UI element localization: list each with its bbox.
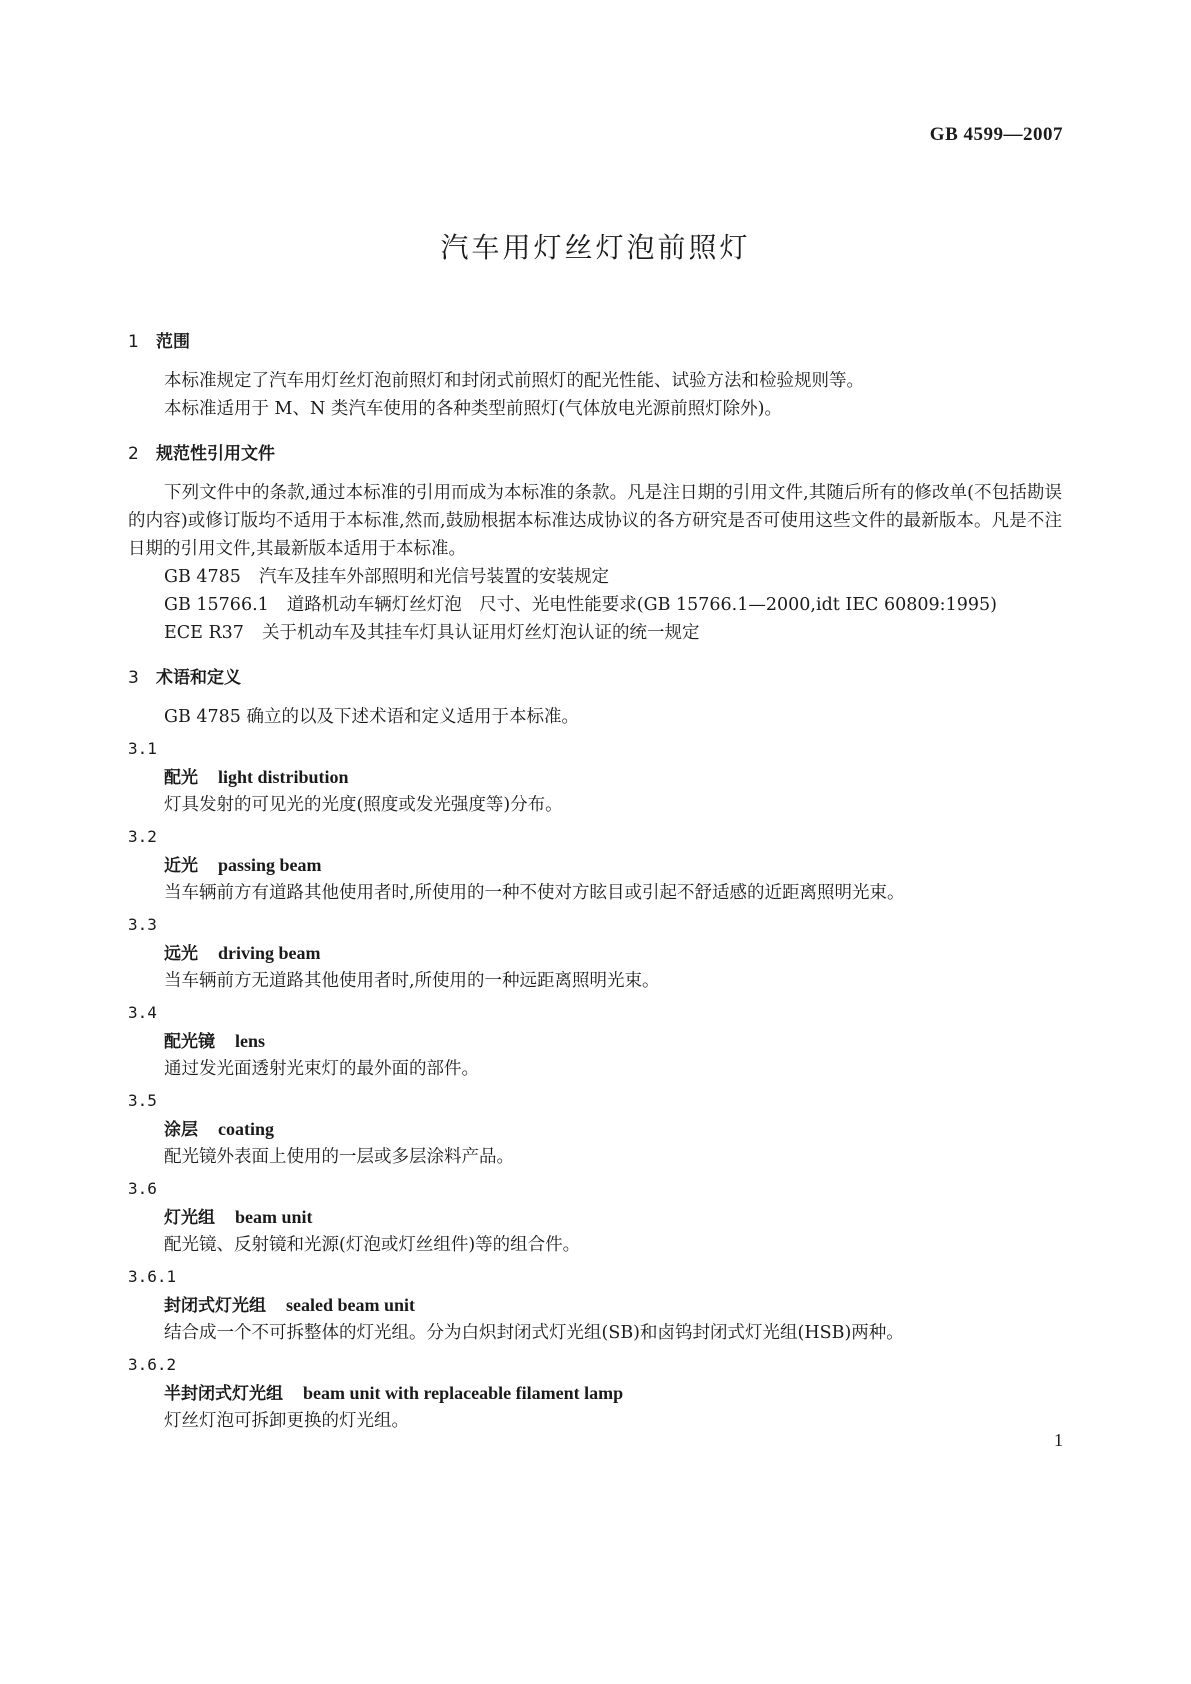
term-chinese: 远光: [164, 944, 198, 964]
term-english: coating: [218, 1119, 274, 1139]
document-body: [128, 328, 1062, 1435]
term-chinese: 灯光组: [164, 1208, 215, 1228]
term-entry: [128, 1203, 1062, 1231]
term-entry: [128, 1115, 1062, 1143]
term-definition: 灯丝灯泡可拆卸更换的灯光组。: [164, 1411, 409, 1431]
section-title: 术语和定义: [156, 668, 241, 688]
term-entry: [128, 1379, 1062, 1407]
reference-item: [128, 619, 1062, 647]
term-english: light distribution: [218, 767, 349, 787]
paragraph: 下列文件中的条款,通过本标准的引用而成为本标准的条款。凡是注日期的引用文件,其随后所有的修改单(不包括勘误的内容)或修订版均不适用于本标准,然而,鼓励根据本标准达成协议的各方研究是否可使用这些文件的最新版本。凡是不注日期的引用文件,其最新版本适用于本标准。: [128, 483, 1062, 559]
term-english: beam unit: [235, 1207, 313, 1227]
reference-title: 汽车及挂车外部照明和光信号装置的安装规定: [258, 567, 609, 587]
section-heading-scope: [128, 328, 1062, 356]
reference-title: 关于机动车及其挂车灯具认证用灯丝灯泡认证的统一规定: [261, 623, 700, 643]
term-entry: [128, 1291, 1062, 1319]
reference-item: [128, 591, 1062, 619]
clause-number: 3.6: [128, 1179, 157, 1198]
clause-number: 3.4: [128, 1003, 157, 1022]
clause-number: 3.3: [128, 915, 157, 934]
term-english: driving beam: [218, 943, 321, 963]
term-entry: [128, 939, 1062, 967]
term-english: lens: [235, 1031, 266, 1051]
page-number: 1: [1054, 1430, 1063, 1450]
term-definition: 结合成一个不可拆整体的灯光组。分为白炽封闭式灯光组(SB)和卤钨封闭式灯光组(HSB)两种。: [164, 1323, 904, 1343]
document-code: GB 4599—2007: [929, 124, 1063, 145]
term-definition: 配光镜外表面上使用的一层或多层涂料产品。: [164, 1147, 514, 1167]
reference-code: GB 4785: [164, 567, 241, 587]
term-definition: 配光镜、反射镜和光源(灯泡或灯丝组件)等的组合件。: [164, 1235, 581, 1255]
section-heading-terms: [128, 664, 1062, 692]
term-chinese: 半封闭式灯光组: [164, 1384, 283, 1404]
term-english: sealed beam unit: [286, 1295, 416, 1315]
term-definition: 当车辆前方无道路其他使用者时,所使用的一种远距离照明光束。: [164, 971, 660, 991]
term-chinese: 配光: [164, 768, 198, 788]
clause-number: 3.2: [128, 827, 157, 846]
reference-code: ECE R37: [164, 623, 244, 643]
term-chinese: 近光: [164, 856, 198, 876]
reference-item: [128, 563, 1062, 591]
term-definition: 通过发光面透射光束灯的最外面的部件。: [164, 1059, 479, 1079]
term-entry: [128, 851, 1062, 879]
term-english: passing beam: [218, 855, 322, 875]
paragraph: GB 4785 确立的以及下述术语和定义适用于本标准。: [164, 707, 579, 727]
section-title: 规范性引用文件: [156, 444, 275, 464]
clause-number: 3.6.1: [128, 1267, 177, 1286]
term-chinese: 配光镜: [164, 1032, 215, 1052]
paragraph: 本标准规定了汽车用灯丝灯泡前照灯和封闭式前照灯的配光性能、试验方法和检验规则等。: [164, 371, 864, 391]
term-entry: [128, 1027, 1062, 1055]
paragraph: 本标准适用于 M、N 类汽车使用的各种类型前照灯(气体放电光源前照灯除外)。: [164, 399, 783, 419]
clause-number: 3.6.2: [128, 1355, 177, 1374]
term-definition: 灯具发射的可见光的光度(照度或发光强度等)分布。: [164, 795, 563, 815]
reference-code: GB 15766.1: [164, 595, 269, 615]
term-entry: [128, 763, 1062, 791]
section-number: 2: [128, 444, 139, 464]
term-definition: 当车辆前方有道路其他使用者时,所使用的一种不使对方眩目或引起不舒适感的近距离照明光束。: [164, 883, 905, 903]
term-chinese: 涂层: [164, 1120, 198, 1140]
reference-title: 道路机动车辆灯丝灯泡 尺寸、光电性能要求(GB 15766.1—2000,idt IEC 60809:1995): [286, 595, 997, 615]
section-number: 1: [128, 332, 139, 352]
section-title: 范围: [156, 332, 190, 352]
clause-number: 3.1: [128, 739, 157, 758]
clause-number: 3.5: [128, 1091, 157, 1110]
term-chinese: 封闭式灯光组: [164, 1296, 266, 1316]
term-english: beam unit with replaceable filament lamp: [303, 1383, 624, 1403]
document-title: 汽车用灯丝灯泡前照灯: [440, 231, 751, 264]
section-number: 3: [128, 668, 139, 688]
section-heading-references: [128, 440, 1062, 468]
